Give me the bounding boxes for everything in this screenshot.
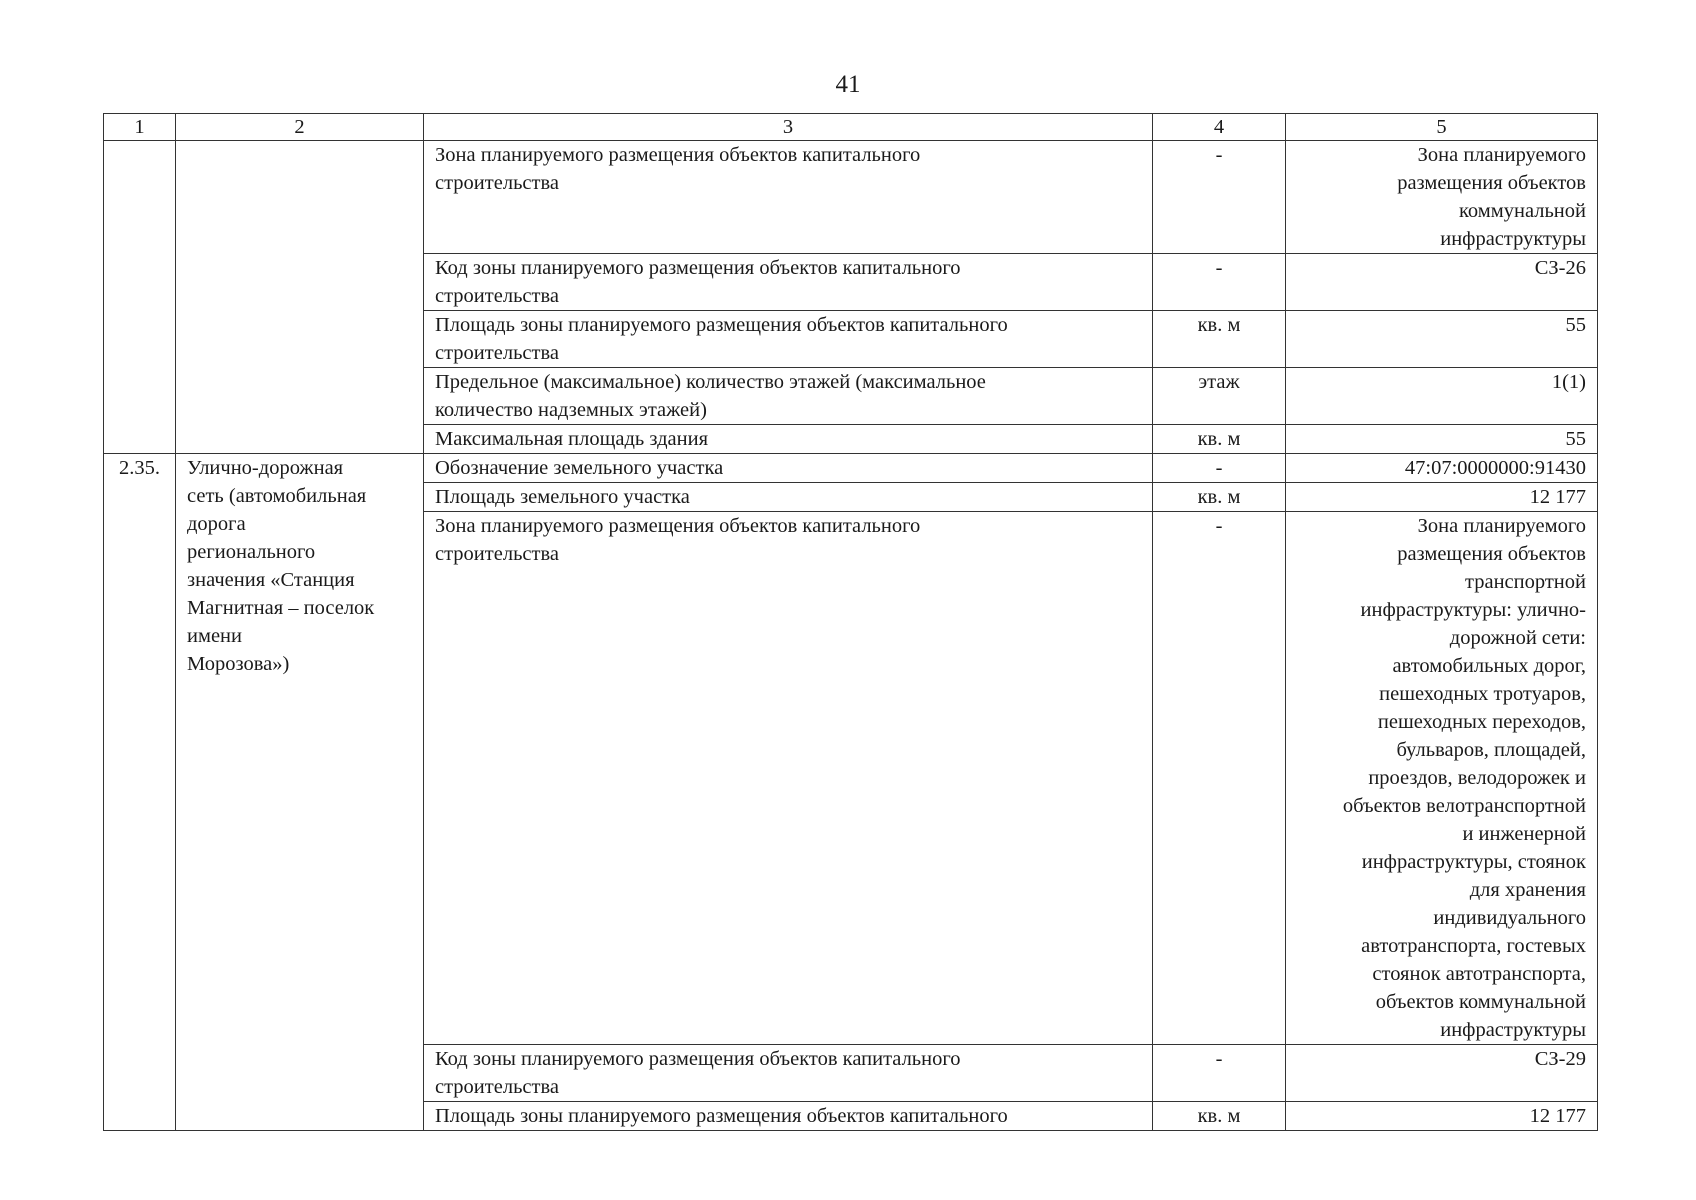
page-number: 41 <box>835 71 861 98</box>
column-header: 3 <box>424 114 1153 141</box>
parameter-cell: Максимальная площадь здания <box>424 425 1153 454</box>
parameter-cell: Обозначение земельного участка <box>424 454 1153 483</box>
column-header: 5 <box>1286 114 1598 141</box>
value-cell: СЗ-26 <box>1286 254 1598 311</box>
value-cell: СЗ-29 <box>1286 1045 1598 1102</box>
value-cell: Зона планируемого размещения объектов коммунальной инфраструктуры <box>1286 141 1598 254</box>
parameter-cell: Зона планируемого размещения объектов капитального строительства <box>424 512 1153 1045</box>
unit-cell: кв. м <box>1153 311 1286 368</box>
row-number-cell <box>104 141 176 454</box>
value-cell: 55 <box>1286 425 1598 454</box>
unit-cell: - <box>1153 512 1286 1045</box>
unit-cell: этаж <box>1153 368 1286 425</box>
parameter-cell: Площадь зоны планируемого размещения объектов капитального строительства <box>424 311 1153 368</box>
unit-cell: - <box>1153 141 1286 254</box>
value-cell: 12 177 <box>1286 483 1598 512</box>
column-header: 2 <box>176 114 424 141</box>
parameter-cell: Зона планируемого размещения объектов капитального строительства <box>424 141 1153 254</box>
parameter-cell: Площадь зоны планируемого размещения объектов капитального <box>424 1102 1153 1131</box>
unit-cell: кв. м <box>1153 1102 1286 1131</box>
unit-cell: - <box>1153 454 1286 483</box>
column-header: 4 <box>1153 114 1286 141</box>
unit-cell: - <box>1153 1045 1286 1102</box>
unit-cell: кв. м <box>1153 483 1286 512</box>
column-header: 1 <box>104 114 176 141</box>
object-name-cell <box>176 141 424 454</box>
parameter-cell: Площадь земельного участка <box>424 483 1153 512</box>
table-header-row <box>104 114 1598 141</box>
value-cell: 47:07:0000000:91430 <box>1286 454 1598 483</box>
row-number-cell: 2.35. <box>104 454 176 1131</box>
table-row <box>104 141 1598 254</box>
unit-cell: - <box>1153 254 1286 311</box>
value-cell: 1(1) <box>1286 368 1598 425</box>
parameters-table <box>103 113 1598 1131</box>
unit-cell: кв. м <box>1153 425 1286 454</box>
value-cell: Зона планируемого размещения объектов транспортной инфраструктуры: улично- дорожной сети: автомобильных дорог, пешеходных тротуаров, пешеходных переходов, бульваров, площадей, проездов, велодорожек и объектов велотранспортной и инженерной инфраструктуры, стоянок для хранения индивидуального автотранспорта, гостевых стоянок автотранспорта, объектов коммунальной инфраструктуры <box>1286 512 1598 1045</box>
value-cell: 55 <box>1286 311 1598 368</box>
parameter-cell: Предельное (максимальное) количество этажей (максимальное количество надземных этажей) <box>424 368 1153 425</box>
value-cell: 12 177 <box>1286 1102 1598 1131</box>
parameter-cell: Код зоны планируемого размещения объектов капитального строительства <box>424 1045 1153 1102</box>
object-name-cell: Улично-дорожная сеть (автомобильная дорога регионального значения «Станция Магнитная – поселок имени Морозова») <box>176 454 424 1131</box>
table-row <box>104 454 1598 483</box>
parameter-cell: Код зоны планируемого размещения объектов капитального строительства <box>424 254 1153 311</box>
